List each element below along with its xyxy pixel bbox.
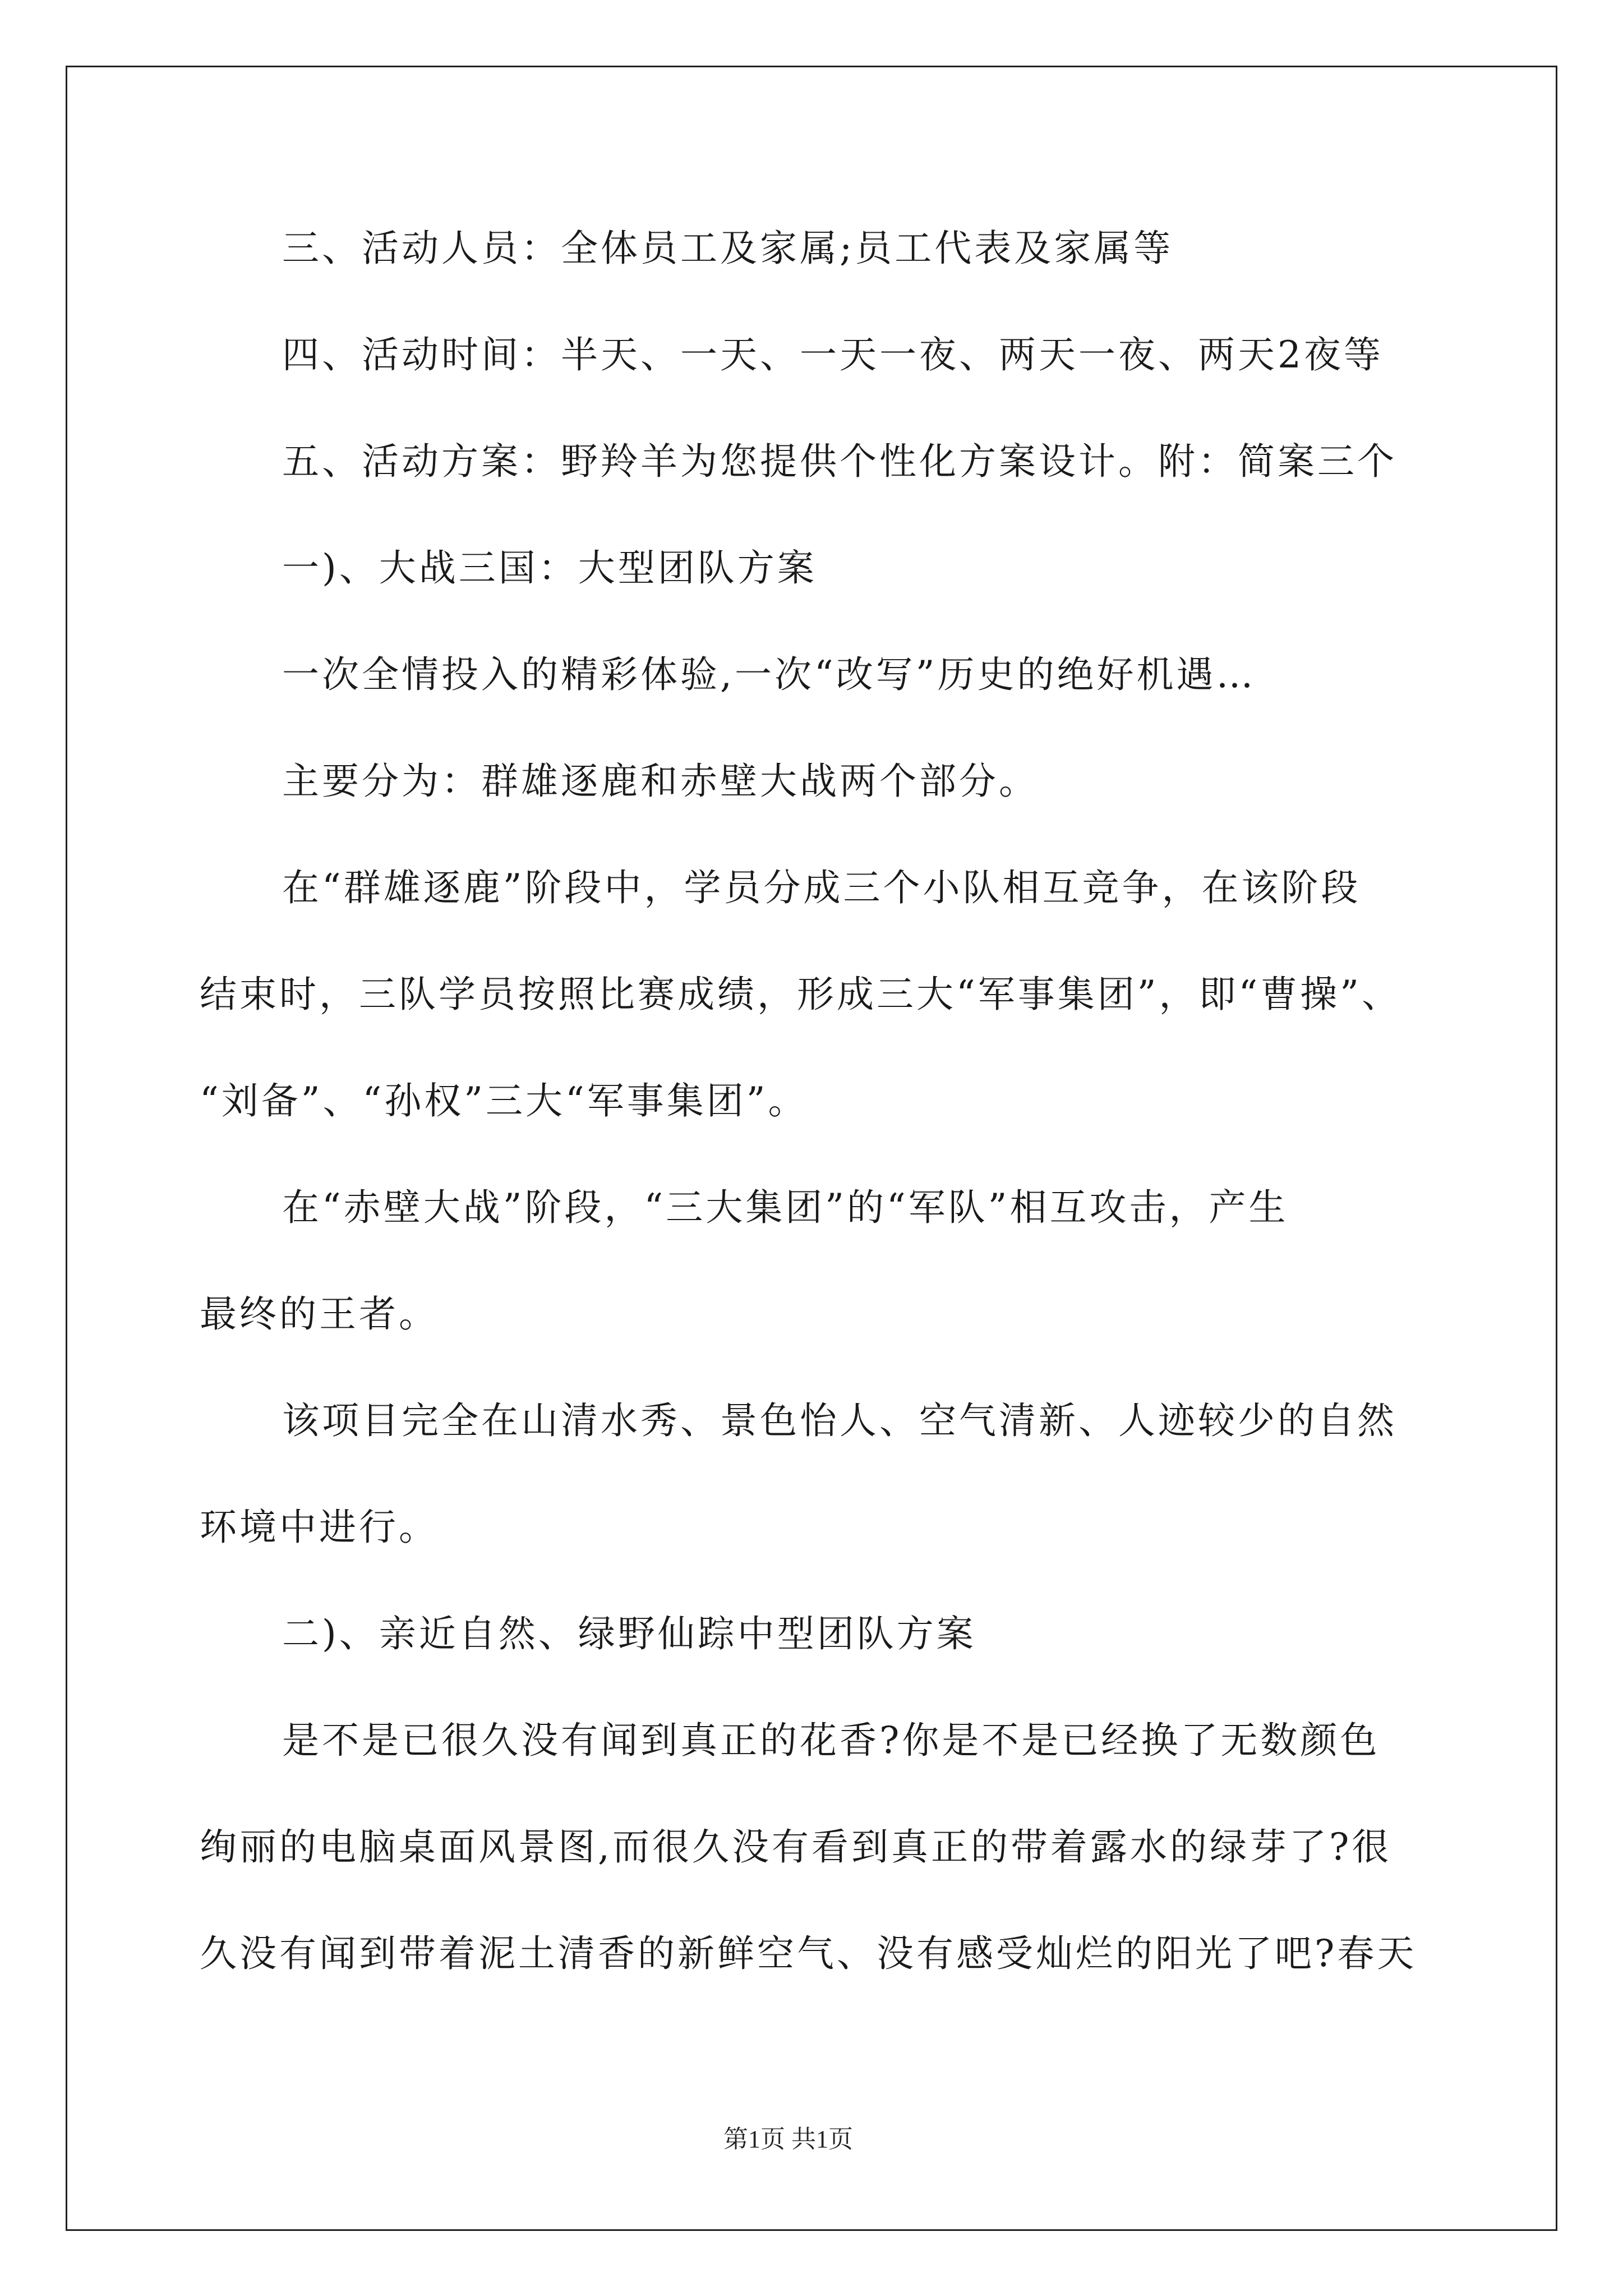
text-line-15: 是不是已很久没有闻到真正的花香?你是不是已经换了无数颜色 [282, 1719, 1380, 1762]
text-line-14: 二)、亲近自然、绿野仙踪中型团队方案 [282, 1612, 976, 1655]
text-line-11: 最终的王者。 [200, 1292, 439, 1336]
page-number-footer: 第1页 共1页 [723, 2125, 853, 2153]
text-line-12: 该项目完全在山清水秀、景色怡人、空气清新、人迹较少的自然 [282, 1399, 1397, 1442]
text-line-1: 三、活动人员：全体员工及家属;员工代表及家属等 [282, 227, 1174, 270]
text-line-6: 主要分为：群雄逐鹿和赤壁大战两个部分。 [282, 760, 1039, 803]
text-line-4: 一)、大战三国：大型团队方案 [282, 546, 817, 590]
text-line-10: 在“赤壁大战”阶段，“三大集团”的“军队”相互攻击，产生 [282, 1186, 1289, 1229]
text-line-9: “刘备”、“孙权”三大“军事集团”。 [200, 1079, 808, 1122]
text-line-2: 四、活动时间：半天、一天、一天一夜、两天一夜、两天2夜等 [282, 333, 1384, 376]
text-line-8: 结束时，三队学员按照比赛成绩，形成三大“军事集团”，即“曹操”、 [200, 973, 1401, 1016]
text-line-13: 环境中进行。 [200, 1506, 439, 1549]
text-line-16: 绚丽的电脑桌面风景图,而很久没有看到真正的带着露水的绿芽了?很 [200, 1825, 1392, 1869]
text-line-7: 在“群雄逐鹿”阶段中，学员分成三个小队相互竞争，在该阶段 [282, 866, 1361, 909]
page-border [66, 66, 1557, 2231]
text-line-17: 久没有闻到带着泥土清香的新鲜空气、没有感受灿烂的阳光了吧?春天 [200, 1932, 1417, 1975]
text-line-5: 一次全情投入的精彩体验,一次“改写”历史的绝好机遇… [282, 653, 1256, 696]
text-line-3: 五、活动方案：野羚羊为您提供个性化方案设计。附：简案三个 [282, 440, 1397, 483]
